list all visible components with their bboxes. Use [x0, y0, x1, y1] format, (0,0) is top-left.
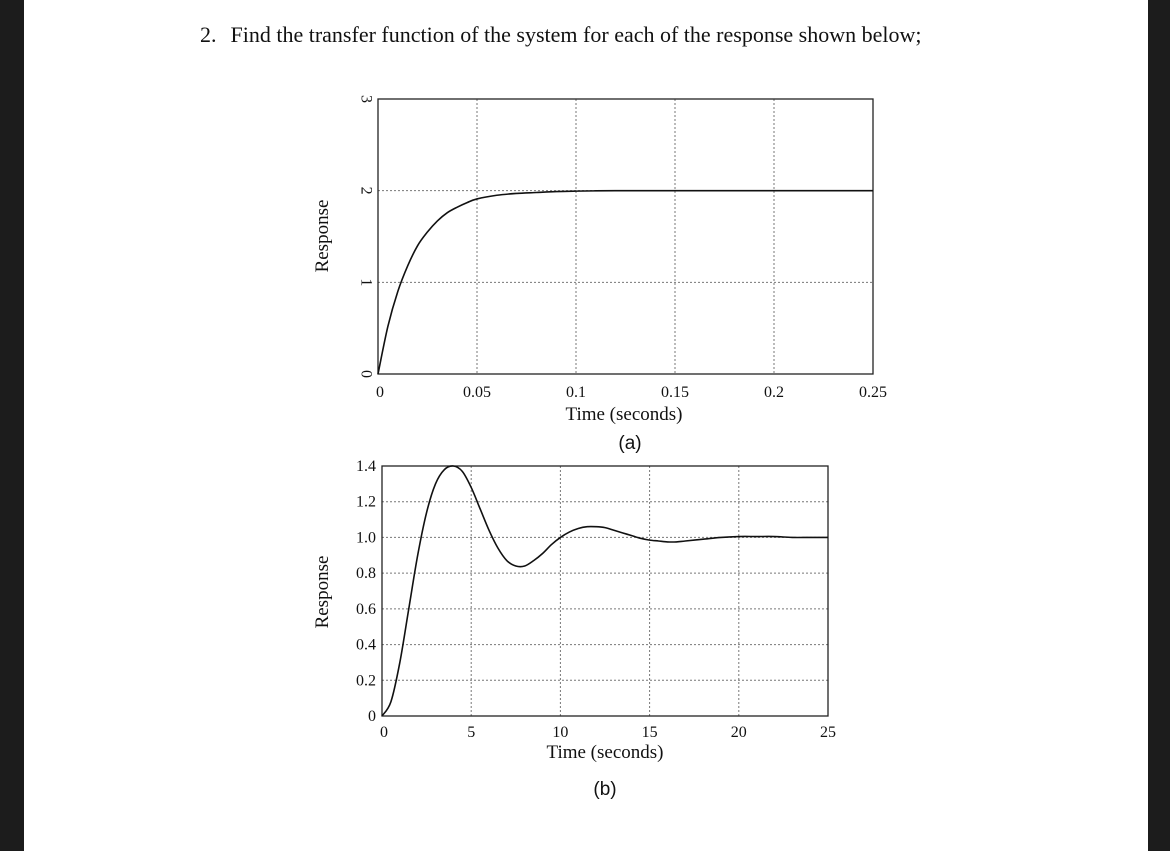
- chart-b-xtick-label: 0: [380, 724, 388, 741]
- chart-b-xtick-label: 20: [730, 724, 747, 741]
- chart-b-ytick-label: 1.2: [356, 493, 376, 511]
- chart-b-ytick-label: 0: [368, 708, 376, 725]
- chart-a-ylabel: Response: [312, 199, 333, 273]
- chart-a-ytick-label: 2: [357, 186, 375, 195]
- chart-b: [24, 0, 1148, 851]
- chart-a-caption: (a): [618, 433, 642, 454]
- chart-b-ytick-label: 1.0: [356, 529, 376, 547]
- chart-b-frame: [382, 466, 828, 716]
- chart-a-xtick-label: 0.15: [661, 384, 689, 401]
- chart-b-ytick-label: 1.4: [356, 458, 376, 475]
- chart-b-xtick-label: 25: [820, 724, 836, 741]
- chart-a-ytick-label: 0: [357, 370, 375, 378]
- chart-b-ylabel: Response: [312, 555, 333, 629]
- chart-b-xtick-label: 15: [641, 724, 658, 741]
- chart-b-xtick-label: 5: [467, 724, 476, 741]
- chart-b-ytick-label: 0.4: [356, 636, 376, 654]
- chart-b-caption: (b): [593, 779, 617, 800]
- document-page: [24, 0, 1148, 851]
- chart-a-xtick-label: 0.25: [859, 384, 887, 401]
- chart-a-xtick-label: 0.2: [764, 384, 784, 401]
- chart-b-xlabel: Time (seconds): [546, 742, 664, 763]
- chart-a-xtick-label: 0.05: [463, 384, 491, 401]
- chart-a-xtick-label: 0: [376, 384, 384, 401]
- chart-a-xlabel: Time (seconds): [565, 404, 683, 425]
- chart-b-ytick-label: 0.2: [356, 672, 376, 690]
- chart-b-series-line: [382, 466, 828, 716]
- chart-a-xtick-label: 0.1: [566, 384, 586, 401]
- chart-a-ytick-label: 1: [357, 278, 375, 287]
- chart-a-ytick-label: 3: [357, 95, 375, 103]
- chart-b-xtick-label: 10: [552, 724, 569, 741]
- question-number: 2.: [200, 22, 217, 47]
- chart-b-ytick-label: 0.6: [356, 600, 376, 618]
- chart-b-ytick-label: 0.8: [356, 565, 376, 583]
- question-body: Find the transfer function of the system for each of the response shown below;: [230, 22, 922, 47]
